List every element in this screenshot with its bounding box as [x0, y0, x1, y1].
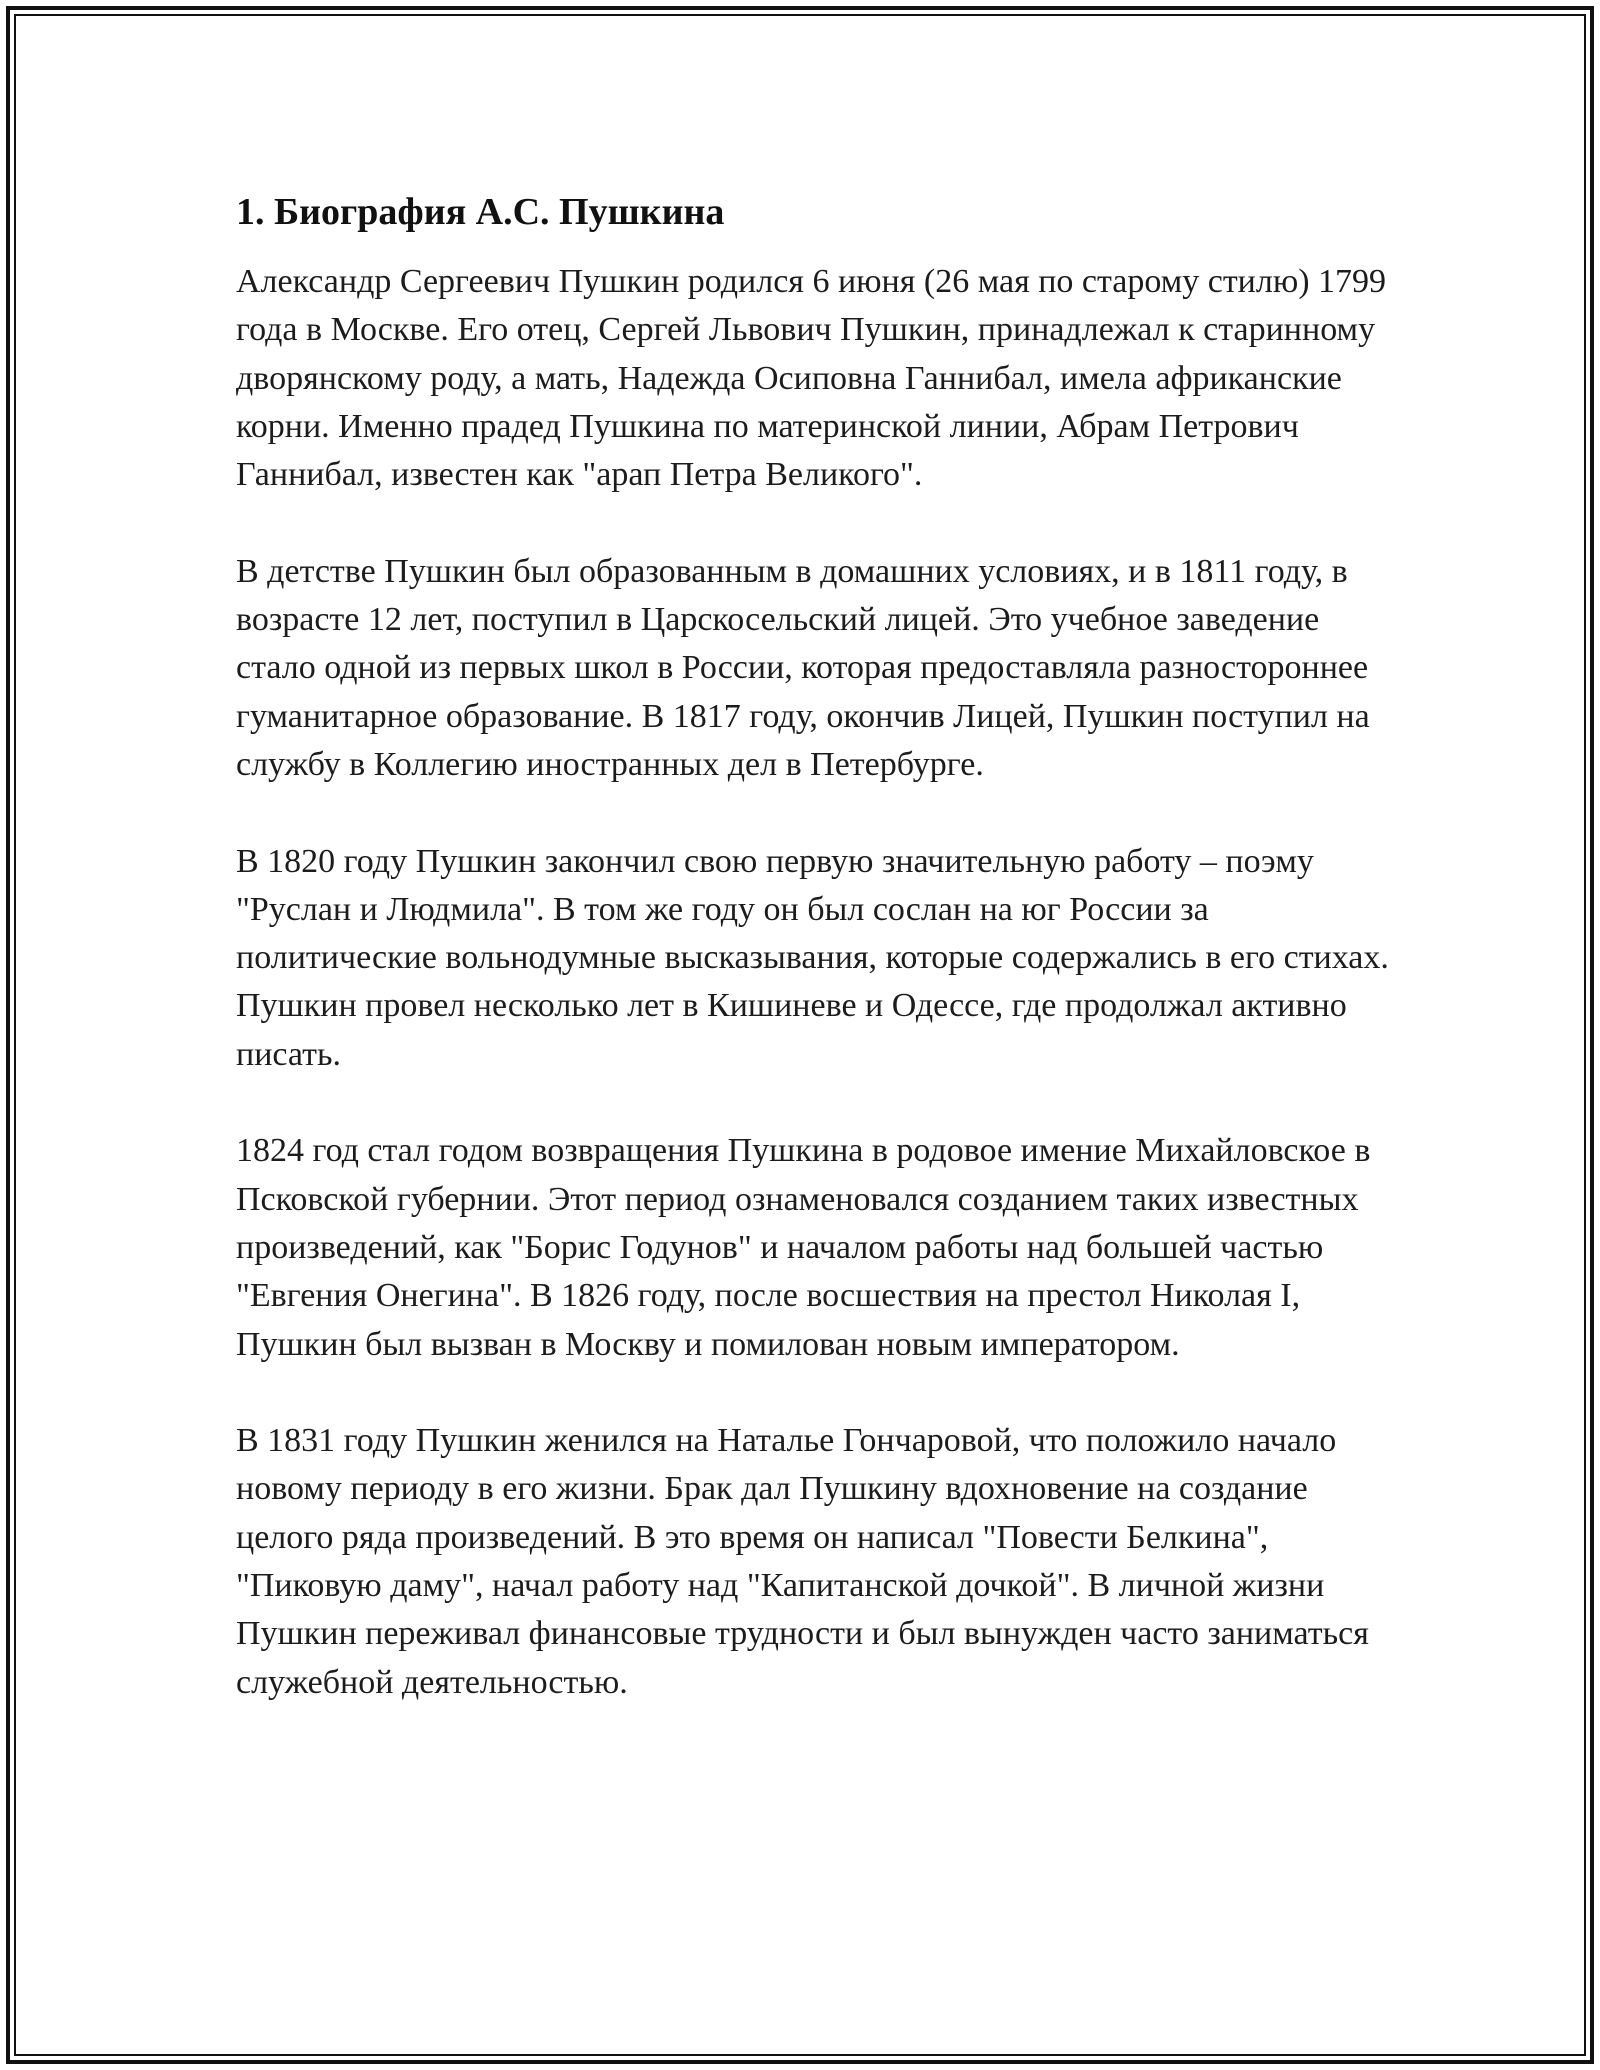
paragraph-mikhailovskoye: 1824 год стал годом возвращения Пушкина в родовое имение Михайловское в Псковской губернии. Этот период ознаменовался созданием таких известных произведений, как "Борис Годунов" и началом работы над большей частью "Евгения Онегина". В 1826 году, после восшествия на престол Николая I, Пушкин был вызван в Москву и помилован новым императором. [236, 1132, 1371, 1363]
document-body [236, 188, 1406, 1755]
paragraph-lyceum: В детстве Пушкин был образованным в домашних условиях, и в 1811 году, в возрасте 12 лет, поступил в Царскосельский лицей. Это учебное заведение стало одной из первых школ в России, которая предоставляла разностороннее гуманитарное образование. В 1817 году, окончив Лицей, Пушкин поступил на службу в Коллегию иностранных дел в Петербурге. [236, 552, 1370, 783]
section-heading: 1. Биография А.С. Пушкина [236, 191, 725, 233]
paragraph-exile: В 1820 году Пушкин закончил свою первую значительную работу – поэму "Руслан и Людмила". В том же году он был сослан на юг России за политические вольнодумные высказывания, которые содержались в его стихах. Пушкин провел несколько лет в Кишиневе и Одессе, где продолжал активно писать. [236, 842, 1389, 1073]
paragraph-marriage: В 1831 году Пушкин женился на Наталье Гончаровой, что положило начало новому периоду в его жизни. Брак дал Пушкину вдохновение на создание целого ряда произведений. В это время он написал "Повести Белкина", "Пиковую даму", начал работу над "Капитанской дочкой". В личной жизни Пушкин переживал финансовые трудности и был вынужден часто заниматься служебной деятельностью. [236, 1422, 1369, 1701]
paragraph-birth: Александр Сергеевич Пушкин родился 6 июня (26 мая по старому стилю) 1799 года в Москве. Его отец, Сергей Львович Пушкин, принадлежал к старинному дворянскому роду, а мать, Надежда Осиповна Ганнибал, имела африканские корни. Именно прадед Пушкина по материнской линии, Абрам Петрович Ганнибал, известен как "арап Петра Великого". [236, 263, 1387, 494]
